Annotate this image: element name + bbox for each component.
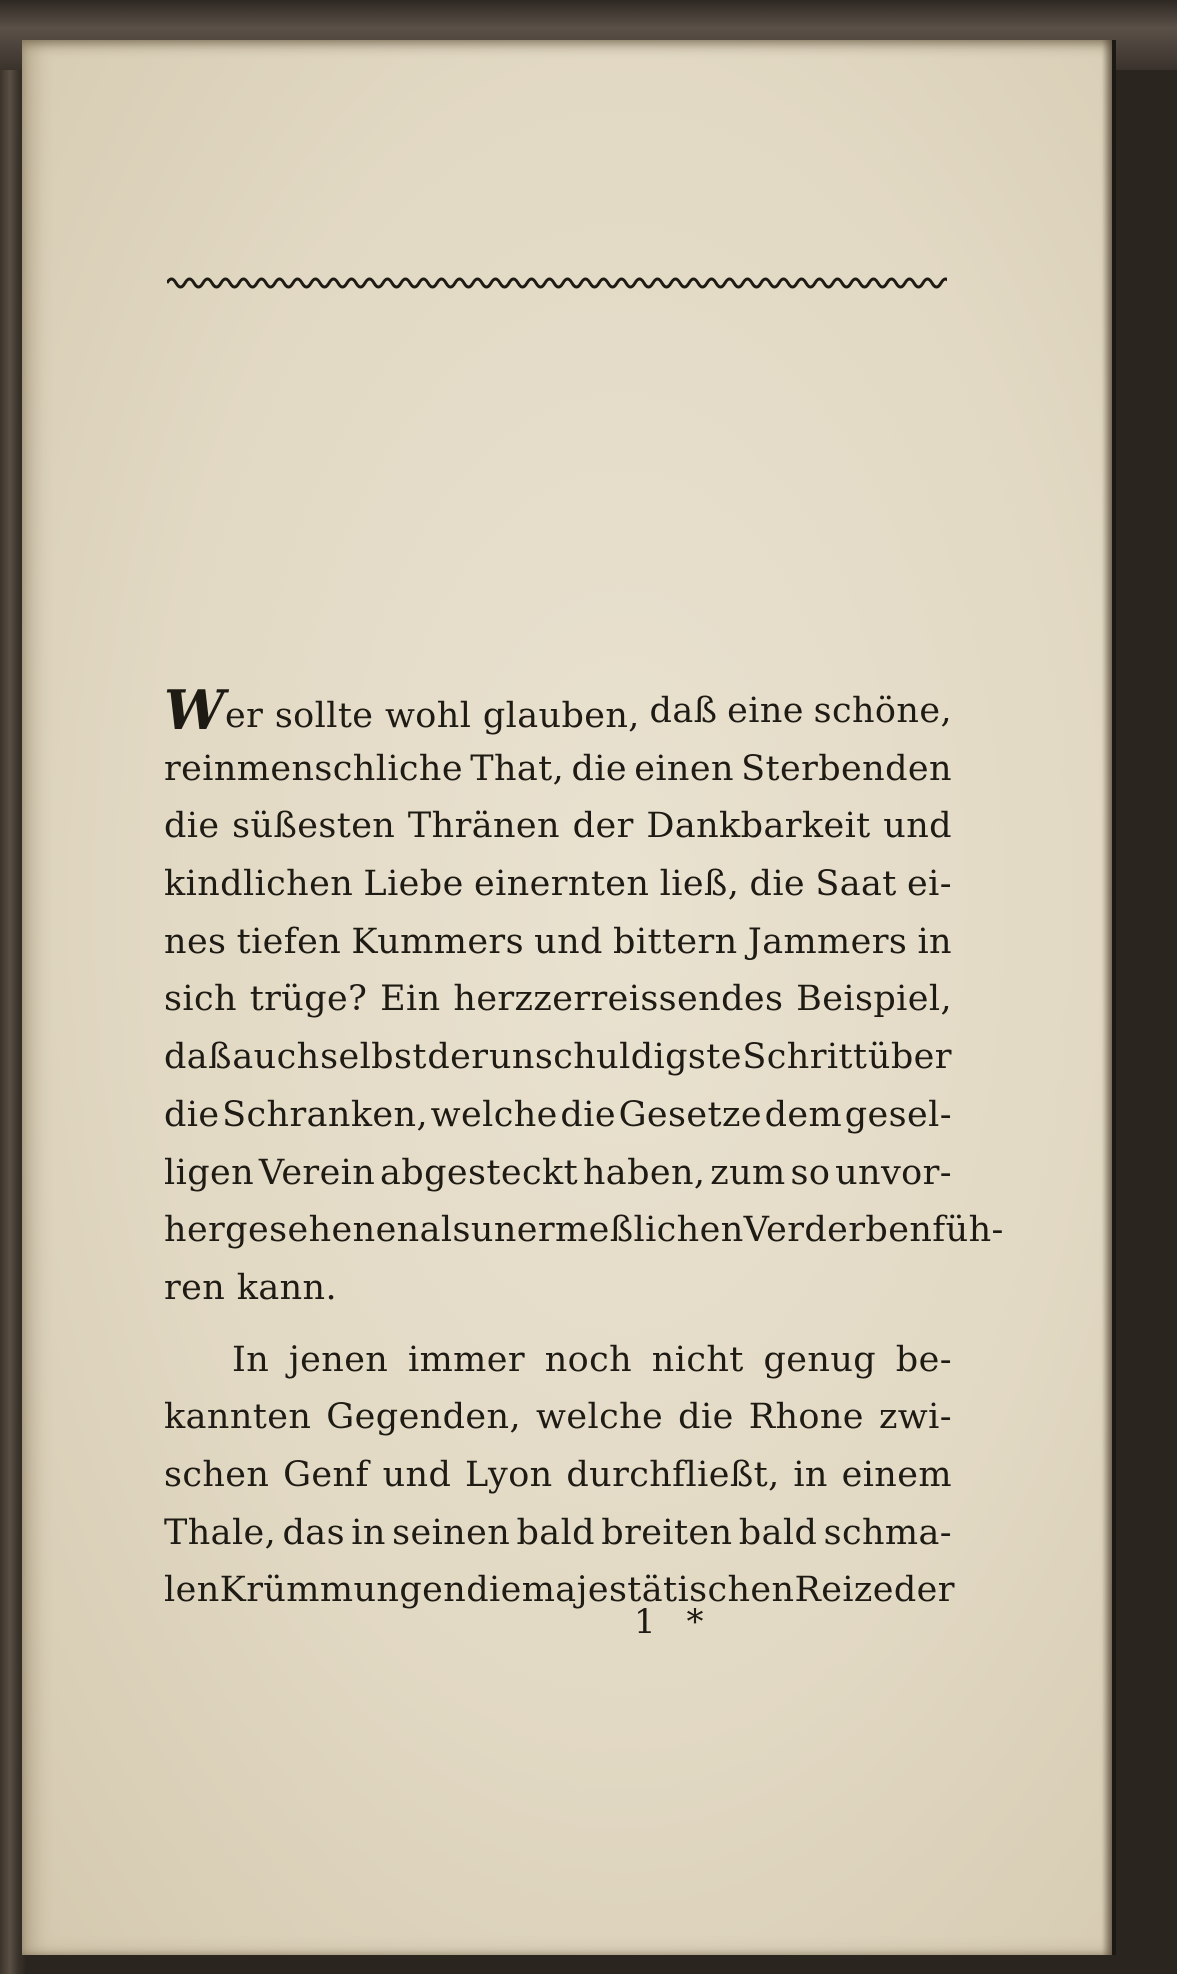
text-line (164, 1145, 952, 1203)
word: Liebe (363, 864, 464, 905)
word: len (164, 1570, 220, 1611)
word: in (793, 1454, 828, 1495)
word: jenen (288, 1339, 389, 1380)
word: einen (634, 748, 734, 789)
word: schma- (823, 1512, 952, 1553)
word: ließ, (659, 864, 740, 905)
text-line (164, 798, 952, 856)
word: haben, (582, 1152, 706, 1193)
word: welche (430, 1094, 558, 1135)
word: auch (232, 1037, 320, 1078)
word: Lyon (465, 1454, 553, 1495)
word: gesel- (844, 1094, 952, 1135)
word: kindlichen (164, 864, 354, 905)
word: reinmenschliche (164, 748, 463, 789)
word: die (560, 1094, 616, 1135)
word: eine (727, 691, 804, 731)
word: und (883, 806, 952, 847)
word: das (282, 1512, 345, 1553)
wavy-ornament-rule (167, 272, 947, 294)
word: Jammers (747, 921, 908, 962)
word: zum (710, 1152, 786, 1193)
word: Rhone (748, 1397, 864, 1438)
word: als (419, 1210, 471, 1251)
word: Gesetze (618, 1094, 762, 1135)
word: immer (407, 1339, 525, 1380)
word: die (571, 748, 627, 789)
text-line-last: ren kann. (164, 1267, 337, 1308)
word: majestätischen (521, 1570, 795, 1611)
word: daß (649, 691, 718, 731)
word: einernten (473, 864, 650, 905)
word: nes (164, 921, 227, 962)
text-line (164, 1562, 955, 1620)
word: Ein (380, 979, 441, 1020)
word: durchfließt, (566, 1454, 780, 1495)
word: und (534, 921, 603, 962)
page-sheet (22, 40, 1116, 1955)
word: abgesteckt (380, 1152, 579, 1193)
word: breiten (601, 1512, 733, 1553)
paragraph-2 (164, 1332, 955, 1620)
word: schen (164, 1454, 270, 1495)
word: Verein (258, 1152, 376, 1193)
text-line (164, 1202, 1004, 1260)
word: über (867, 1037, 952, 1078)
word: die (466, 1570, 522, 1611)
word: die (678, 1397, 734, 1438)
word: der (572, 806, 634, 847)
word: Genf (283, 1454, 369, 1495)
word: Dankbarkeit (646, 806, 871, 847)
word: ei- (906, 864, 952, 905)
signature-mark: 1 * (634, 1602, 714, 1642)
word: kannten (164, 1397, 312, 1438)
text-line (164, 741, 952, 799)
word: Reize (794, 1570, 894, 1611)
word: selbst (320, 1037, 427, 1078)
word: der (427, 1037, 489, 1078)
word: in (351, 1512, 386, 1553)
text-line (164, 971, 952, 1029)
text-line (164, 1332, 952, 1390)
word: Wer sollte wohl glauben, (164, 678, 640, 742)
text-line (164, 1087, 952, 1145)
text-line (164, 1505, 952, 1563)
word: so (790, 1152, 831, 1193)
word: trüge? (249, 979, 368, 1020)
word: seinen (392, 1512, 511, 1553)
word: die (164, 806, 220, 847)
word: Schranken, (222, 1094, 429, 1135)
word: In (232, 1339, 270, 1380)
word: einem (841, 1454, 952, 1495)
word: genug (763, 1339, 877, 1380)
text-line (164, 856, 952, 914)
word: herzzerreissendes (453, 979, 784, 1020)
text-line (164, 1029, 952, 1087)
word: Verderben (743, 1210, 933, 1251)
word: der (893, 1570, 955, 1611)
word: Gegenden, (326, 1397, 522, 1438)
word: die (164, 1094, 220, 1135)
word: Thränen (407, 806, 560, 847)
drop-cap: W (164, 678, 226, 742)
word: bald (516, 1512, 595, 1553)
word: That, (470, 748, 565, 789)
word: schöne, (813, 691, 952, 731)
word: süßesten (232, 806, 396, 847)
word: tiefen (236, 921, 342, 962)
text-line (164, 1447, 952, 1505)
word: Thale, (164, 1512, 277, 1553)
word: Krümmungen (219, 1570, 467, 1611)
word: dem (764, 1094, 843, 1135)
word: ligen (164, 1152, 255, 1193)
word: und (382, 1454, 452, 1495)
page-edge-shadow (1102, 40, 1112, 1955)
word: Saat (815, 864, 897, 905)
word: unschuldigste (488, 1037, 742, 1078)
word: unermeßlichen (470, 1210, 744, 1251)
word: bittern (613, 921, 738, 962)
paragraph-1 (164, 678, 1004, 1318)
word: hergesehenen (164, 1210, 420, 1251)
word: bald (738, 1512, 818, 1553)
text-line (164, 1389, 952, 1447)
word: nicht (651, 1339, 744, 1380)
word: be- (895, 1339, 952, 1380)
word: in (917, 921, 952, 962)
word: daß (164, 1037, 232, 1078)
text-line (164, 914, 952, 972)
word: unvor- (835, 1152, 952, 1193)
word: welche (536, 1397, 664, 1438)
word: zwi- (878, 1397, 952, 1438)
word: Sterbenden (741, 748, 952, 789)
word: die (749, 864, 806, 905)
word: Kummers (351, 921, 524, 962)
body-text (164, 678, 1004, 1620)
word: Schritt (742, 1037, 868, 1078)
text-line (164, 678, 952, 742)
word: Beispiel, (796, 979, 952, 1020)
word: füh- (932, 1210, 1004, 1251)
word: sich (164, 979, 237, 1020)
word: noch (544, 1339, 633, 1380)
